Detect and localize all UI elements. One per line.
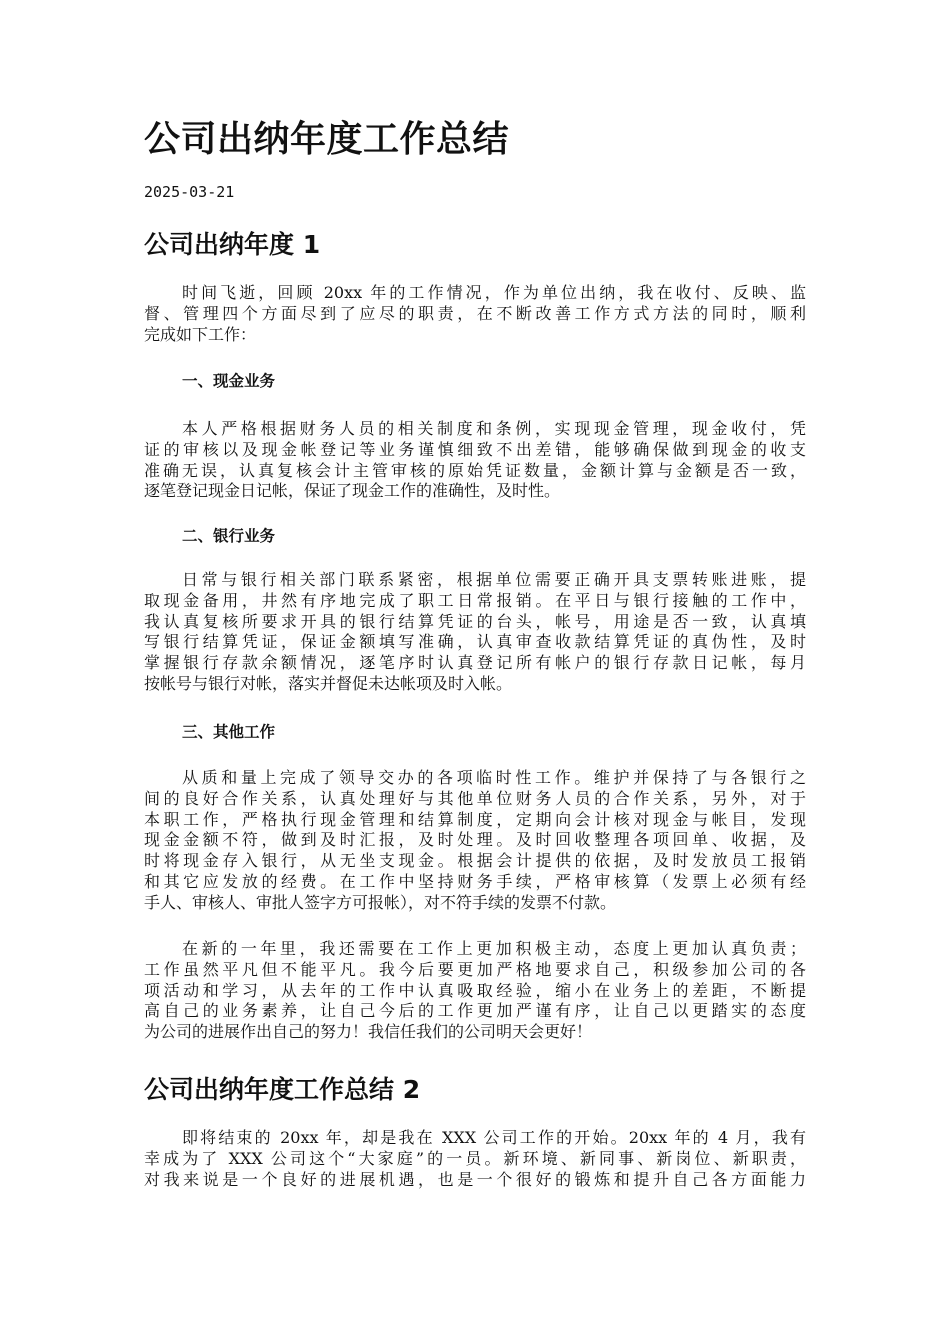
- paragraph-line: 手人、审核人、审批人签字方可报帐），对不符手续的发票不付款。: [144, 892, 617, 912]
- paragraph-line: 在新的一年里，我还需要在工作上更加积极主动，态度上更加认真负责；: [182, 939, 806, 958]
- paragraph-line: 本职工作，严格执行现金管理和结算制度，定期向会计核对现金与帐目，发现: [144, 809, 806, 829]
- section-2-heading: 公司出纳年度工作总结 2: [144, 1075, 421, 1104]
- paragraph-line: 取现金备用，井然有序地完成了职工日常报销。在平日与银行接触的工作中，: [144, 590, 806, 610]
- subsection-bank-paragraph: [144, 570, 806, 695]
- document-date: 2025-03-21: [144, 183, 235, 201]
- paragraph-line: 间的良好合作关系，认真处理好与其他单位财务人员的合作关系，另外，对于: [144, 788, 806, 808]
- paragraph-line: 工作虽然平凡但不能平凡。我今后要更加严格地要求自己，积级参加公司的各: [144, 959, 806, 979]
- paragraph-line: 掌握银行存款余额情况，逐笔序时认真登记所有帐户的银行存款日记帐，每月: [144, 653, 806, 673]
- document-title: 公司出纳年度工作总结: [144, 119, 510, 160]
- paragraph-line: 准确无误，认真复核会计主管审核的原始凭证数量，金额计算与金额是否一致，: [144, 460, 806, 480]
- subsection-cash-paragraph: [144, 419, 806, 502]
- subsection-cash-heading: 一、现金业务: [182, 372, 276, 390]
- section-1-closing-paragraph: [144, 939, 806, 1043]
- section-1-intro-paragraph: [144, 283, 806, 345]
- paragraph-line: 为公司的进展作出自己的努力！我信任我们的公司明天会更好！: [144, 1022, 593, 1042]
- subsection-bank-heading: 二、银行业务: [182, 527, 276, 545]
- paragraph-line: 逐笔登记现金日记帐，保证了现金工作的准确性，及时性。: [144, 481, 561, 501]
- paragraph-line: 时间飞逝，回顾 20xx 年的工作情况，作为单位出纳，我在收付、反映、监: [182, 283, 806, 302]
- paragraph-line: 完成如下工作：: [144, 324, 257, 344]
- paragraph-line: 我认真复核所要求开具的银行结算凭证的台头，帐号，用途是否一致，认真填: [144, 611, 806, 631]
- paragraph-line: 写银行结算凭证，保证金额填写准确，认真审查收款结算凭证的真伪性，及时: [144, 632, 806, 652]
- paragraph-line: 时将现金存入银行，从无坐支现金。根据会计提供的依据，及时发放员工报销: [144, 851, 806, 871]
- paragraph-line: 即将结束的 20xx 年，却是我在 XXX 公司工作的开始。20xx 年的 4 月，我有: [182, 1128, 806, 1147]
- paragraph-line: 和其它应发放的经费。在工作中坚持财务手续，严格审核算（发票上必须有经: [144, 871, 806, 891]
- section-1-heading: 公司出纳年度 1: [144, 230, 321, 259]
- subsection-other-heading: 三、其他工作: [182, 723, 276, 741]
- paragraph-line: 幸成为了 XXX 公司这个“大家庭”的一员。新环境、新同事、新岗位、新职责，: [144, 1148, 806, 1168]
- paragraph-line: 对我来说是一个良好的进展机遇，也是一个很好的锻炼和提升自己各方面能力: [144, 1169, 806, 1189]
- paragraph-line: 本人严格根据财务人员的相关制度和条例，实现现金管理，现金收付，凭: [182, 419, 806, 438]
- paragraph-line: 督、管理四个方面尽到了应尽的职责，在不断改善工作方式方法的同时，顺利: [144, 303, 806, 323]
- paragraph-line: 从质和量上完成了领导交办的各项临时性工作。维护并保持了与各银行之: [182, 768, 806, 787]
- paragraph-line: 现金金额不符，做到及时汇报，及时处理。及时回收整理各项回单、收据，及: [144, 830, 806, 850]
- paragraph-line: 项活动和学习，从去年的工作中认真吸取经验，缩小在业务上的差距，不断提: [144, 980, 806, 1000]
- subsection-other-paragraph: [144, 768, 806, 914]
- paragraph-line: 日常与银行相关部门联系紧密，根据单位需要正确开具支票转账进账，提: [182, 570, 806, 589]
- section-2-intro-paragraph: [144, 1128, 806, 1190]
- paragraph-line: 按帐号与银行对帐，落实并督促未达帐项及时入帐。: [144, 673, 513, 693]
- paragraph-line: 证的审核以及现金帐登记等业务谨慎细致不出差错，能够确保做到现金的收支: [144, 439, 806, 459]
- paragraph-line: 高自己的业务素养，让自己今后的工作更加严谨有序，让自己以更踏实的态度: [144, 1001, 806, 1021]
